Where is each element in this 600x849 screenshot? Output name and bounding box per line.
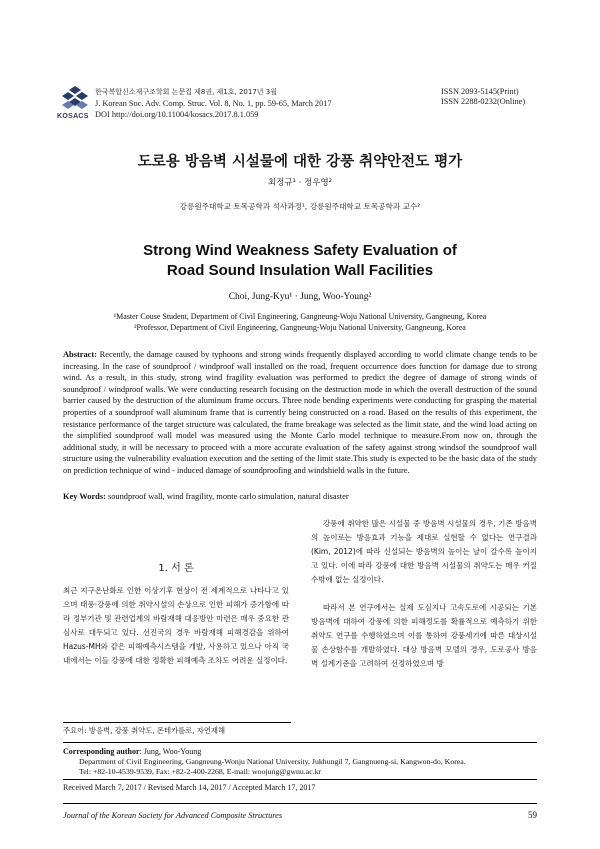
- affiliation-1: ¹Master Couse Student, Department of Civil Engineering, Gangneung-Woju National University, Gangneung, Korea: [113, 312, 487, 321]
- keywords: [63, 492, 537, 501]
- left-column-text: 최근 지구온난화로 인한 이상기후 현상이 전 세계적으로 나타나고 있으며 태풍·강풍에 의한 취약시설의 손상으로 인한 피해가 증가함에 따라 정부기관 및 관련업계의 바람재해 대응방안 마련은 매우 중요한 관심사로 대두되고 있다. 선진국의 경우 바람재해 피해경감을 위하여 Hazus-MH와 같은 피해예측시스템을 개발, 사용하고 있으나 아직 국내에서는 이들 강풍에 대한 정확한 피해예측 조차도 어려운 실정이다.: [63, 586, 289, 665]
- received-dates: Received March 7, 2017 / Revised March 14, 2017 / Accepted March 17, 2017: [63, 783, 316, 792]
- footnote-rule-mid: [63, 742, 537, 743]
- abstract-label: Abstract:: [63, 350, 97, 359]
- journal-name-korean: 한국복합신소재구조학회 논문집 제8권, 제1호, 2017년 3월: [95, 88, 277, 96]
- korean-affiliation: 강릉원주대학교 토목공학과 석사과정¹, 강릉원주대학교 토목공학과 교수²: [179, 202, 421, 211]
- affiliation-2: ²Professor, Department of Civil Engineering, Gangneung-Woju National University, Gangneung, Korea: [134, 323, 466, 332]
- keywords-text: soundproof wall, wind fragility, monte carlo simulation, natural disaster: [105, 492, 349, 501]
- footer-rule: [63, 803, 537, 804]
- english-title-line-1: Strong Wind Weakness Safety Evaluation of: [143, 242, 457, 259]
- footnote-rule-top: [63, 722, 291, 723]
- section-heading-introduction: 1. 서 론: [158, 563, 194, 574]
- corresponding-author: [63, 747, 201, 757]
- abstract: [63, 349, 537, 477]
- journal-citation: J. Korean Soc. Adv. Comp. Struc. Vol. 8, No. 1, pp. 59-65, March 2017: [95, 99, 332, 108]
- corresponding-label: Corresponding author: [63, 747, 140, 756]
- page-number: 59: [528, 810, 537, 820]
- logo-mark-icon: [58, 84, 92, 114]
- korean-authors: 최정규¹ · 정우영²: [267, 178, 333, 188]
- corresponding-contact: Tel: +82-10-4539-9539, Fax: +82-2-400-2268, E-mail: woojung@gwnu.ac.kr: [79, 767, 322, 776]
- right-column-paragraph-2: 따라서 본 연구에서는 실제 도심지나 고속도로에 시공되는 기본 방음벽에 대하여 강풍에 의한 피해정도를 확률적으로 예측하기 위한 취약도 연구를 수행하였으며 이를 통하여 강풍세기에 따른 대상시설물 손상함수를 개발하였다. 대상 방음벽 모델의 경우, 도로공사 방음벽 설계기준을 고려하여 선정하였으며 방: [311, 603, 537, 668]
- corresponding-department: Department of Civil Engineering, Gangneung-Wonju National University, Jukhungil 7, Gangnueng-si, Kangwon-do, Korea.: [79, 757, 466, 766]
- issn-print: ISSN 2093-5145(Print): [441, 87, 519, 96]
- keywords-label: Key Words:: [63, 492, 106, 501]
- logo-text: KOSACS: [57, 113, 89, 120]
- english-authors: Choi, Jung-Kyu¹ · Jung, Woo-Young²: [228, 292, 372, 302]
- english-title-line-2: Road Sound Insulation Wall Facilities: [166, 262, 434, 279]
- main-words-korean: 주요어: 방음벽, 강풍 취약도, 몬테카를로, 자연재해: [63, 726, 225, 735]
- corresponding-name: : Jung, Woo-Young: [139, 747, 202, 756]
- abstract-text: Recently, the damage caused by typhoons and strong winds frequently displayed according to world climate change tends to be increasing. In the case of soundproof / windproof wall installed on the road, frequent occurrence does function for damage due to strong wind. As a result, in this study, strong wind fragility evaluation was performed to predict the degree of damage of strong winds of soundproof / windproof walls. We were conducting research focusing on the destruction mode in which the overall destruction of the sound barrier caused by the destruction of the aluminum frame occurs. Three node bending experiments were conducting for grasping the material properties of a soundproof wall aluminum frame that is currently being constructed on a road. Based on the results of this experiment, the resistance performance of the target structure was calculated, the frame breakage was selected as the limit state, and the wind load acting on the simplified soundproof wall model was measured using the Monte Carlo model technique to measure.From now on, through the additional study, it will be necessary to proceed with a more accurate evaluation of the safety against strong windsof the soundproof wall structure using the vulnerability evaluation execution and the setting of the limit state.This study is expected to be the basic data of the study on prediction technique of wind - induced damage of soundproofing and windshield walls in the future.: [63, 350, 537, 475]
- footer-journal-name: Journal of the Korean Society for Advanced Composite Structures: [63, 811, 283, 820]
- journal-logo: [58, 84, 92, 114]
- korean-title: 도로용 방음벽 시설물에 대한 강풍 취약안전도 평가: [137, 154, 463, 170]
- right-column-paragraph-1: 강풍에 취약한 많은 시설물 중 방음벽 시설물의 경우, 기존 방음벽의 높이로는 방음효과 기능을 제대로 실현할 수 없다는 연구결과(Kim, 2012)에 따라 신설되는 방음벽의 높이는 날이 갈수록 높이지고 있다. 이에 따라 강풍에 대한 방음벽 시설물의 취약도는 매우 커질 수밖에 없는 실정이다.: [311, 519, 537, 584]
- footnote-rule-bottom: [63, 779, 537, 780]
- doi: DOI http://doi.org/10.11004/kosacs.2017.8.1.059: [95, 110, 259, 119]
- issn-online: ISSN 2288-0232(Online): [441, 97, 526, 106]
